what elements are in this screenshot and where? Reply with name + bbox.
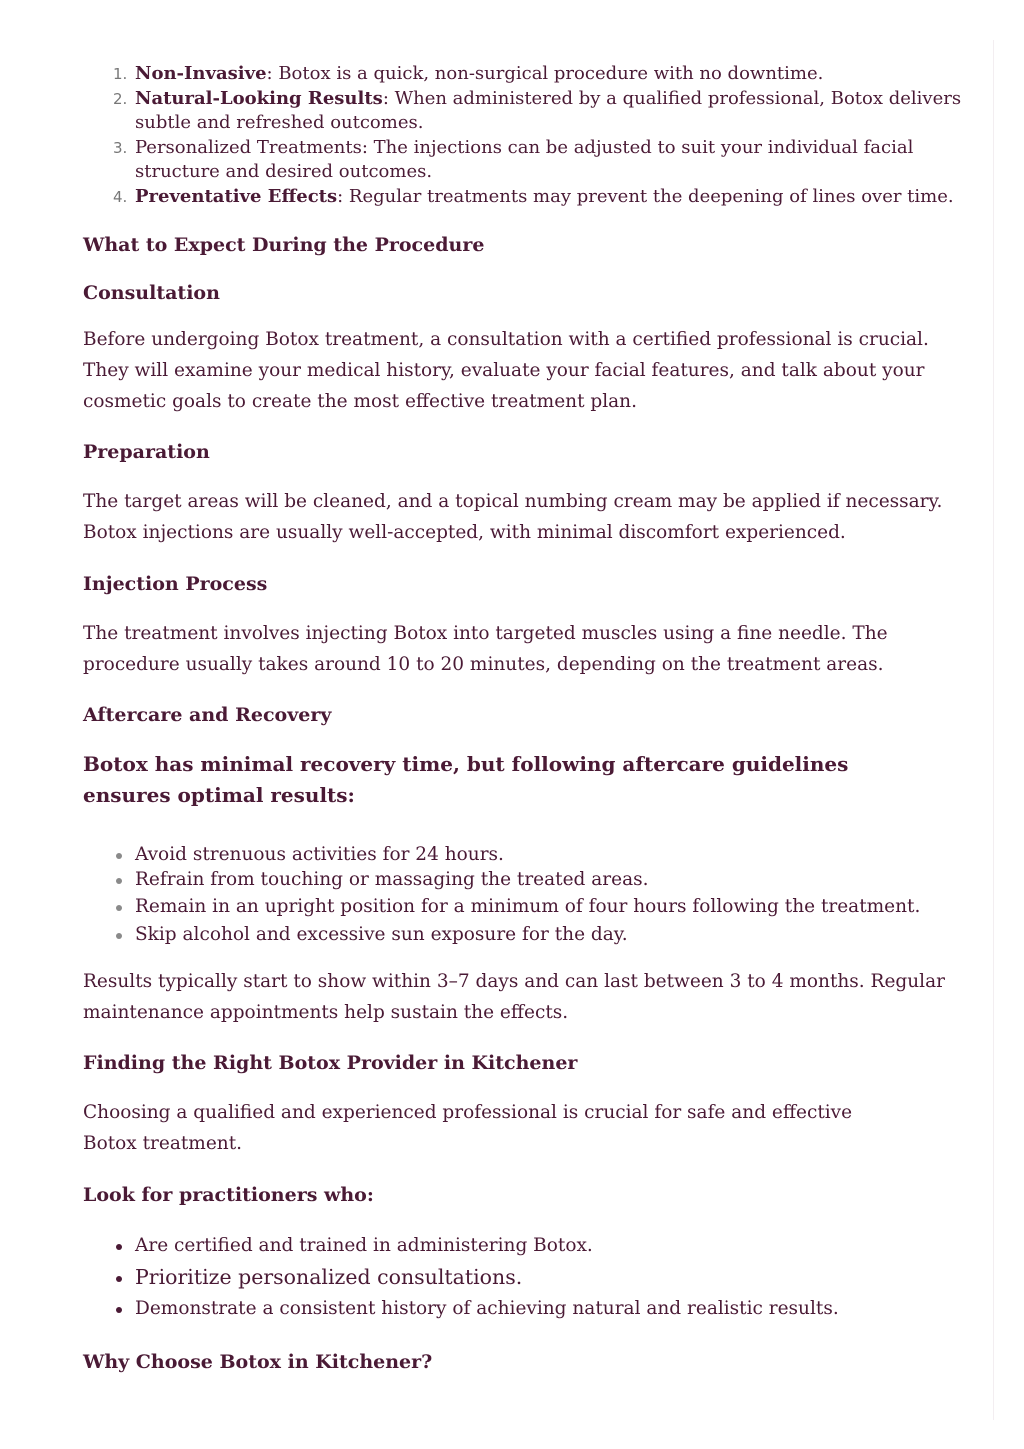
list-item: Refrain from touching or massaging the treated areas. bbox=[135, 867, 965, 894]
preparation-heading: Preparation bbox=[83, 441, 210, 463]
list-item: Are certified and trained in administering Botox. bbox=[135, 1233, 965, 1264]
aftercare-heading: Aftercare and Recovery bbox=[83, 704, 332, 726]
list-item: Skip alcohol and excessive sun exposure for the day. bbox=[135, 922, 965, 948]
injection-paragraph: The treatment involves injecting Botox into targeted muscles using a fine needle. The procedure usually takes around 10 to 20 minutes, depending on the treatment areas. bbox=[83, 623, 888, 675]
look-for-heading: Look for practitioners who: bbox=[83, 1184, 374, 1206]
benefit-item-non-invasive bbox=[113, 62, 965, 87]
list-number: 1. bbox=[113, 65, 128, 83]
provider-heading: Finding the Right Botox Provider in Kitchener bbox=[83, 1052, 578, 1074]
benefit-item-personalized bbox=[113, 136, 965, 185]
benefit-item-preventative bbox=[113, 185, 965, 210]
aftercare-list bbox=[135, 842, 965, 948]
benefit-text: : When administered by a qualified professional, Botox delivers subtle and refreshed outcomes. bbox=[135, 87, 962, 133]
list-number: 2. bbox=[113, 89, 128, 108]
bullet-icon bbox=[116, 853, 122, 859]
provider-paragraph: Choosing a qualified and experienced professional is crucial for safe and effective Botox treatment. bbox=[83, 1102, 853, 1154]
page-edge-divider bbox=[993, 40, 994, 1420]
bullet-icon bbox=[116, 878, 122, 884]
bullet-icon bbox=[116, 1307, 122, 1313]
list-item: Prioritize personalized consultations. bbox=[135, 1264, 965, 1296]
list-number: 3. bbox=[113, 138, 128, 157]
benefit-text: : Regular treatments may prevent the deepening of lines over time. bbox=[337, 185, 954, 207]
why-choose-heading: Why Choose Botox in Kitchener? bbox=[83, 1351, 433, 1373]
benefit-text: Personalized Treatments: The injections can be adjusted to suit your individual facial structure and desired outcomes. bbox=[135, 136, 914, 182]
bullet-icon bbox=[116, 1244, 122, 1250]
list-item: Remain in an upright position for a minimum of four hours following the treatment. bbox=[135, 894, 965, 922]
list-number: 4. bbox=[113, 187, 128, 206]
results-paragraph: Results typically start to show within 3–7 days and can last between 3 to 4 months. Regular maintenance appointments help sustain the effects. bbox=[83, 971, 945, 1023]
practitioner-criteria-list bbox=[135, 1233, 965, 1326]
consultation-paragraph: Before undergoing Botox treatment, a consultation with a certified professional is crucial. They will examine your medical history, evaluate your facial features, and talk about your cosmetic goals to create the most effective treatment plan. bbox=[83, 329, 929, 412]
injection-heading: Injection Process bbox=[83, 573, 268, 595]
bullet-icon bbox=[116, 1276, 122, 1282]
benefit-title: Non-Invasive bbox=[135, 63, 267, 84]
list-item: Avoid strenuous activities for 24 hours. bbox=[135, 842, 965, 867]
procedure-heading: What to Expect During the Procedure bbox=[83, 234, 485, 256]
preparation-paragraph: The target areas will be cleaned, and a topical numbing cream may be applied if necessary. Botox injections are usually well-accepted, with minimal discomfort experienced. bbox=[83, 491, 943, 543]
benefit-title: Natural-Looking Results bbox=[135, 87, 383, 109]
bullet-icon bbox=[116, 933, 122, 939]
benefit-text: : Botox is a quick, non-surgical procedure with no downtime. bbox=[266, 63, 824, 84]
aftercare-lead: Botox has minimal recovery time, but following aftercare guidelines ensures optimal results: bbox=[83, 752, 849, 807]
benefit-title: Preventative Effects bbox=[135, 185, 338, 207]
benefits-list bbox=[113, 62, 965, 209]
benefit-item-natural-results bbox=[113, 87, 965, 136]
list-item: Demonstrate a consistent history of achieving natural and realistic results. bbox=[135, 1296, 965, 1326]
bullet-icon bbox=[116, 905, 122, 911]
consultation-heading: Consultation bbox=[83, 282, 220, 304]
